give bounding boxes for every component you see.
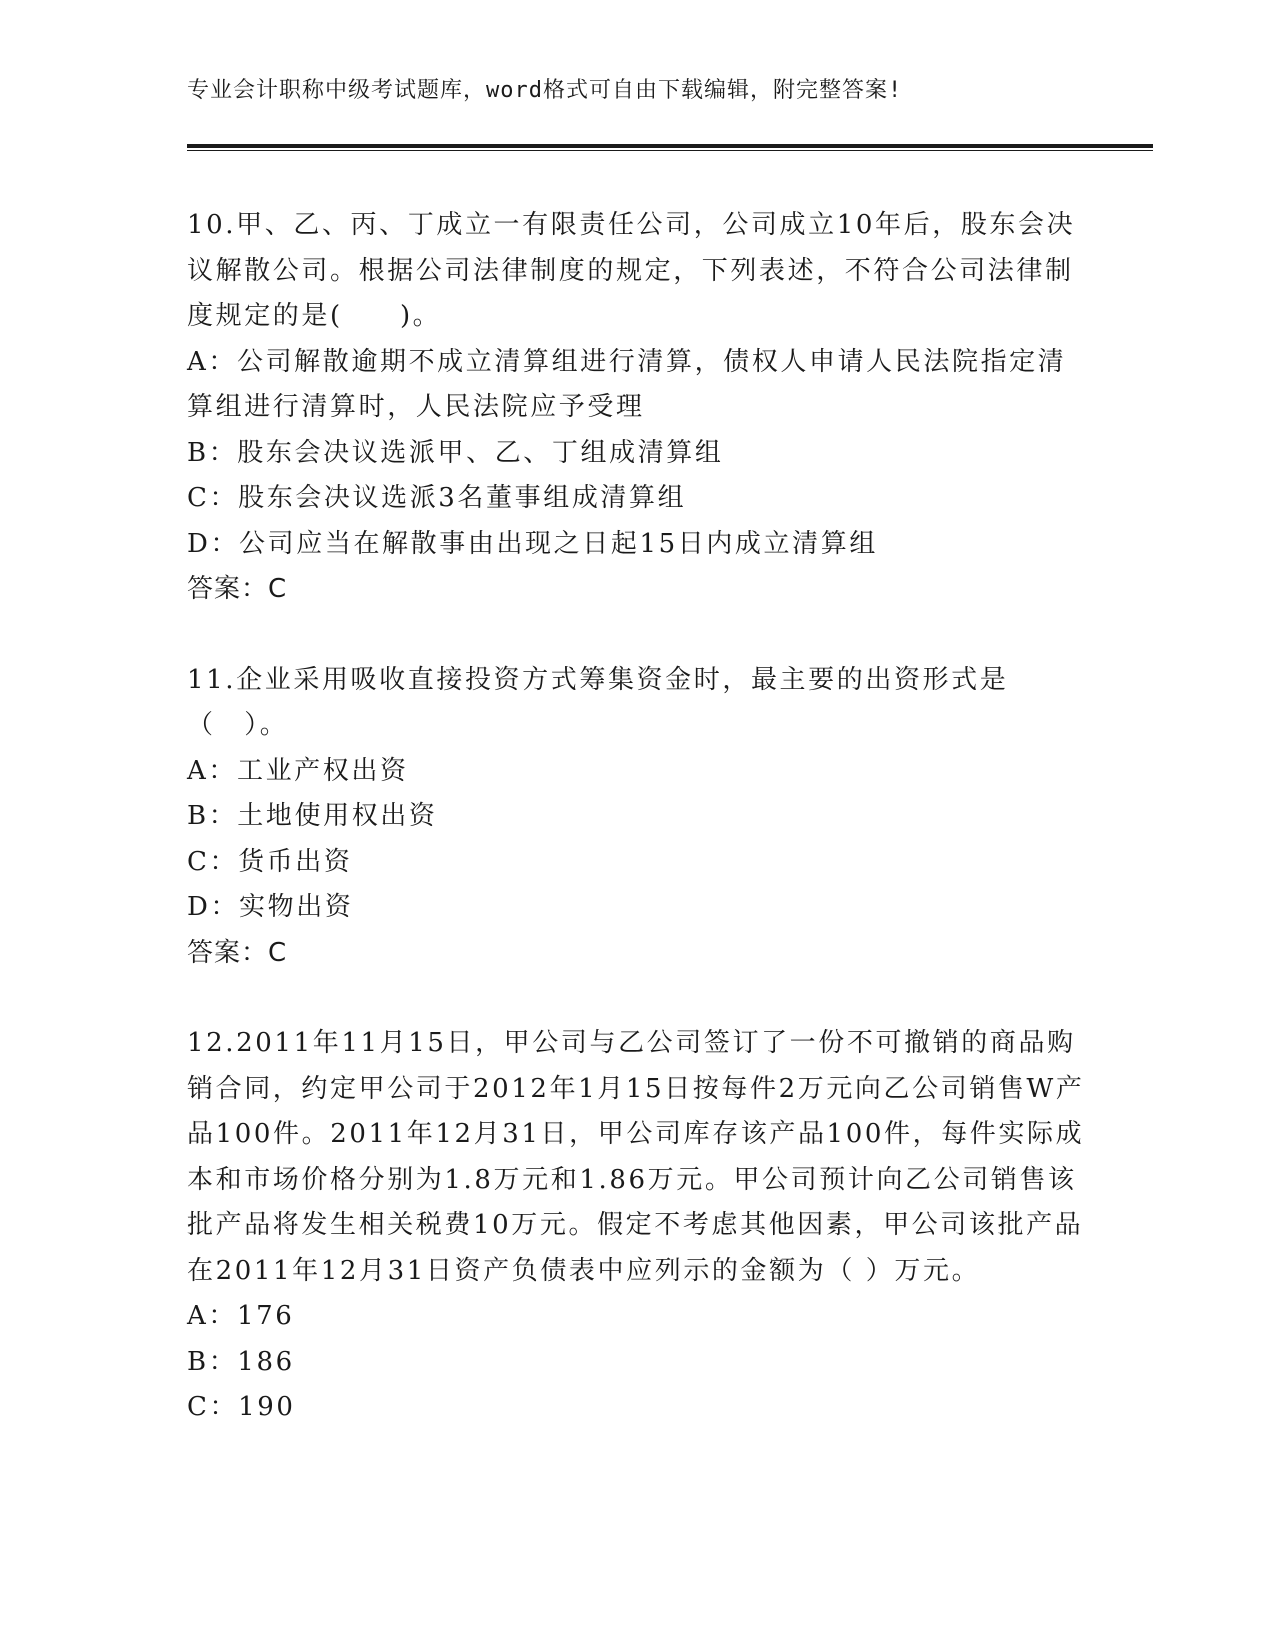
option-a: A：公司解散逾期不成立清算组进行清算，债权人申请人民法院指定清算组进行清算时，人民法院应予受理 [187, 346, 1067, 422]
option-d: D：公司应当在解散事由出现之日起15日内成立清算组 [187, 528, 878, 559]
answer-line: 答案：C [187, 574, 288, 604]
option-c: C：货币出资 [187, 846, 353, 877]
question-stem: 12.2011年11月15日，甲公司与乙公司签订了一份不可撤销的商品购销合同，约定甲公司于2012年1月15日按每件2万元向乙公司销售W产品100件。2011年12月31日，甲公司库存该产品100件，每件实际成本和市场价格分别为1.8万元和1.86万元。甲公司预计向乙公司销售该批产品将发生相关税费10万元。假定不考虑其他因素，甲公司该批产品在2011年12月31日资产负债表中应列示的金额为（ ）万元。 [187, 1028, 1085, 1286]
question-11 [187, 658, 1087, 977]
question-list [187, 203, 1087, 1476]
option-c: C：190 [187, 1392, 296, 1422]
answer-line: 答案：C [187, 937, 288, 968]
header-divider-thick [187, 144, 1153, 148]
option-a: A：176 [187, 1301, 295, 1331]
header-divider-thin [187, 150, 1153, 151]
option-a: A：工业产权出资 [187, 755, 409, 786]
question-stem: 11.企业采用吸收直接投资方式筹集资金时，最主要的出资形式是（ ）。 [187, 664, 1009, 740]
question-10 [187, 203, 1087, 613]
question-12 [187, 1021, 1087, 1431]
header-text: 专业会计职称中级考试题库，word格式可自由下载编辑，附完整答案! [187, 78, 903, 103]
option-c: C：股东会决议选派3名董事组成清算组 [187, 483, 687, 513]
question-stem: 10.甲、乙、丙、丁成立一有限责任公司，公司成立10年后，股东会决议解散公司。根据公司法律制度的规定，下列表述，不符合公司法律制度规定的是( )。 [187, 210, 1076, 331]
option-b: B：土地使用权出资 [187, 801, 438, 831]
option-b: B：186 [187, 1346, 295, 1377]
option-b: B：股东会决议选派甲、乙、丁组成清算组 [187, 437, 724, 468]
option-d: D：实物出资 [187, 892, 354, 922]
